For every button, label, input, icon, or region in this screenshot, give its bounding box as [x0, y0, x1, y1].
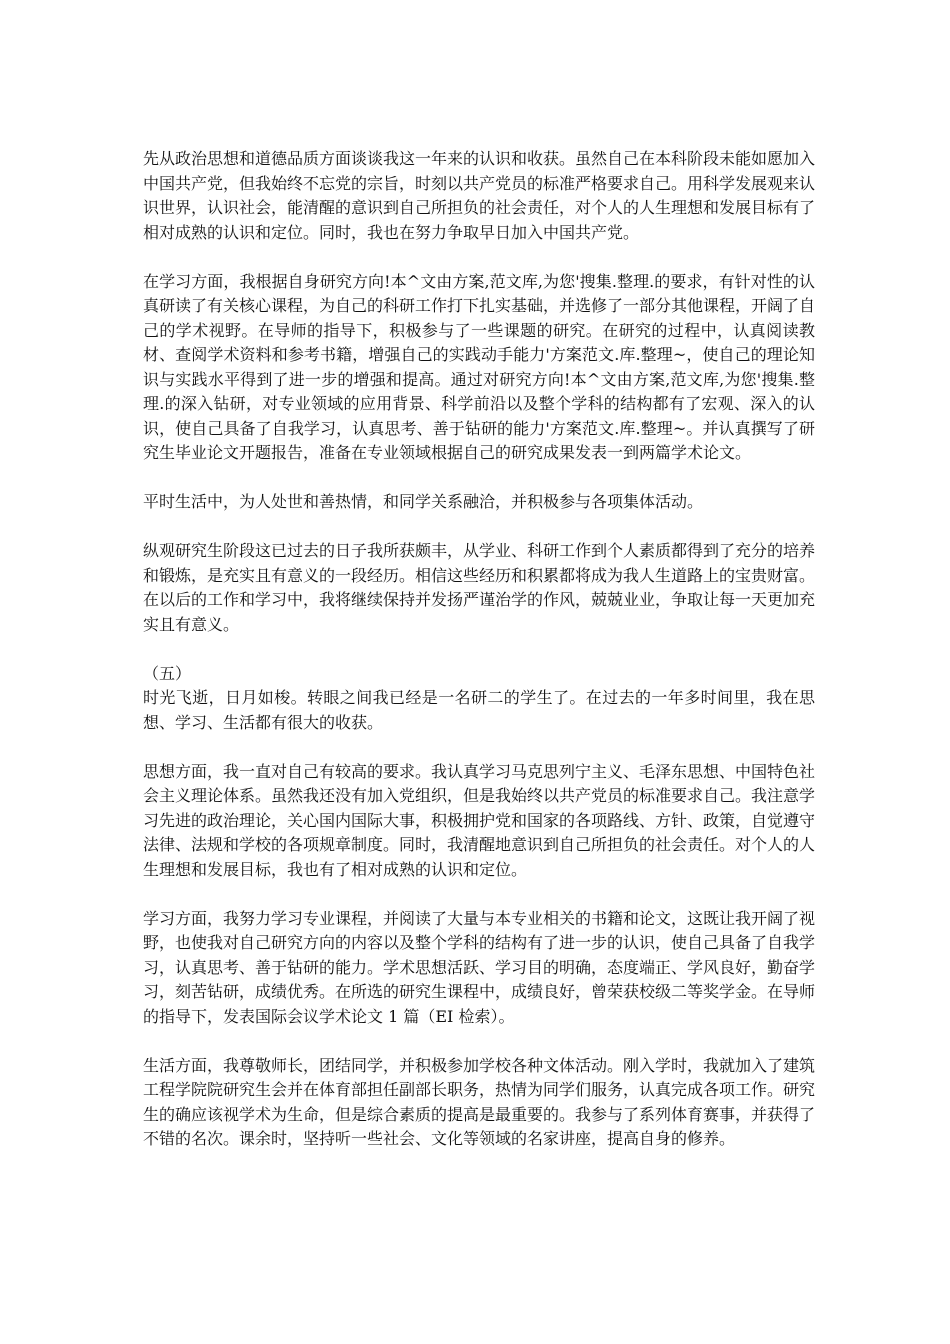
paragraph-gap	[143, 245, 815, 270]
paragraph-life: 生活方面，我尊敬师长，团结同学，并积极参加学校各种文体活动。刚入学时，我就加入了建筑工程学院院研究生会并在体育部担任副部长职务，热情为同学们服务，认真完成各项工作。研究生的确应该视学术为生命，但是综合素质的提高是最重要的。我参与了系列体育赛事，并获得了不错的名次。课余时，坚持听一些社会、文化等领域的名家讲座，提高自身的修养。	[143, 1055, 816, 1148]
paragraph-study: 在学习方面，我根据自身研究方向!本^文由方案,范文库,为您'搜集.整理.的要求，有针对性的认真研读了有关核心课程，为自己的科研工作打下扎实基础，并选修了一部分其他课程，开阔了自己的学术视野。在导师的指导下，积极参与了一些课题的研究。在研究的过程中，认真阅读教材、查阅学术资料和参考书籍，增强自己的实践动手能力'方案范文.库.整理~，使自己的理论知识与实践水平得到了进一步的增强和提高。通过对研究方向!本^文由方案,范文库,为您'搜集.整理.的深入钻研，对专业领域的应用背景、科学前沿以及整个学科的结构都有了宏观、深入的认识，使自己具备了自我学习，认真思考、善于钻研的能力'方案范文.库.整理~。并认真撰写了研究生毕业论文开题报告，准备在专业领域根据自己的研究成果发表一到两篇学术论文。	[143, 271, 816, 462]
paragraph-gap	[143, 1029, 815, 1054]
paragraph-gap	[143, 515, 815, 540]
paragraph-learning: 学习方面，我努力学习专业课程，并阅读了大量与本专业相关的书籍和论文，这既让我开阔了视野，也使我对自己研究方向的内容以及整个学科的结构有了进一步的认识，使自己具备了自我学习，认真思考、善于钻研的能力。学术思想活跃、学习目的明确，态度端正、学风良好，勤奋学习，刻苦钻研，成绩优秀。在所选的研究生课程中，成绩良好，曾荣获校级二等奖学金。在导师的指导下，发表国际会议学术论文 1 篇（EI 检索）。	[143, 908, 816, 1026]
paragraph-daily-life: 平时生活中，为人处世和善热情，和同学关系融洽，并积极参与各项集体活动。	[143, 492, 704, 511]
paragraph-intro: 时光飞逝，日月如梭。转眼之间我已经是一名研二的学生了。在过去的一年多时间里，我在思想、学习、生活都有很大的收获。	[143, 688, 815, 732]
paragraph-summary: 纵观研究生阶段这已过去的日子我所获颇丰，从学业、科研工作到个人素质都得到了充分的培养和锻炼，是充实且有意义的一段经历。相信这些经历和积累都将成为我人生道路上的宝贵财富。在以后的工作和学习中，我将继续保持并发扬严谨治学的作风，兢兢业业，争取让每一天更加充实且有意义。	[143, 541, 816, 634]
section-heading: （五）	[143, 663, 192, 683]
document-page	[143, 147, 815, 1152]
paragraph-political-thought: 先从政治思想和道德品质方面谈谈我这一年来的认识和收获。虽然自己在本科阶段未能如愿加入中国共产党，但我始终不忘党的宗旨，时刻以共产党员的标准严格要求自己。用科学发展观来认识世界，认识社会，能清醒的意识到自己所担负的社会责任，对个人的人生理想和发展目标有了相对成熟的认识和定位。同时，我也在努力争取早日加入中国共产党。	[143, 149, 816, 242]
paragraph-gap	[143, 637, 815, 662]
paragraph-thought: 思想方面，我一直对自己有较高的要求。我认真学习马克思列宁主义、毛泽东思想、中国特色社会主义理论体系。虽然我还没有加入党组织，但是我始终以共产党员的标准要求自己。我注意学习先进的政治理论，关心国内国际大事，积极拥护党和国家的各项路线、方针、政策，自觉遵守法律、法规和学校的各项规章制度。同时，我清醒地意识到自己所担负的社会责任。对个人的人生理想和发展目标，我也有了相对成熟的认识和定位。	[143, 761, 816, 879]
paragraph-gap	[143, 466, 815, 491]
paragraph-gap	[143, 882, 815, 907]
paragraph-gap	[143, 735, 815, 760]
